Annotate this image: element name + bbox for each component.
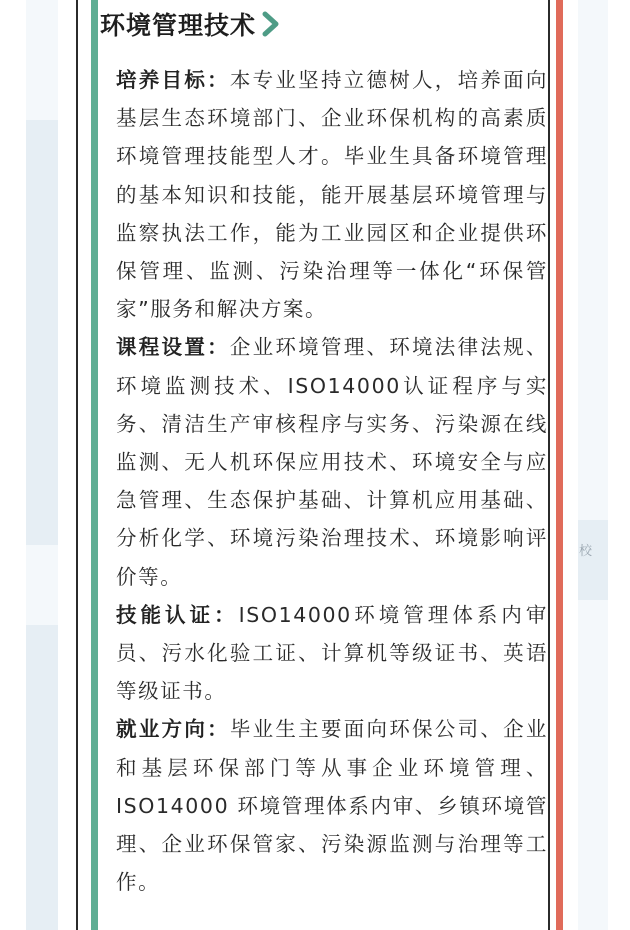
paragraph-text: 毕业生主要面向环保公司、企业和基层环保部门等从事企业环境管理、ISO14000 环境管理体系内审、乡镇环境管理、企业环保管家、污染源监测与治理等工作。 bbox=[116, 717, 548, 895]
paragraph-text: ISO14000环境管理体系内审员、污水化验工证、计算机等级证书、英语等级证书。 bbox=[116, 602, 548, 704]
paragraph-label: 就业方向： bbox=[116, 717, 230, 742]
left-side-strip bbox=[26, 0, 58, 930]
paragraph-label: 课程设置： bbox=[116, 335, 230, 360]
paragraph-employment bbox=[116, 710, 548, 901]
right-side-strip bbox=[578, 0, 608, 930]
right-strip-patch bbox=[578, 0, 608, 520]
right-border-dark bbox=[548, 0, 550, 930]
section-heading[interactable] bbox=[100, 6, 282, 42]
paragraph-label: 技能认证： bbox=[116, 602, 239, 627]
paragraph-training-goal bbox=[116, 61, 548, 328]
paragraph-certification bbox=[116, 596, 548, 711]
left-border-accent bbox=[91, 0, 98, 930]
left-strip-patch bbox=[26, 545, 58, 625]
paragraph-courses bbox=[116, 328, 548, 595]
right-border-accent bbox=[556, 0, 563, 930]
chevron-right-icon bbox=[260, 11, 282, 37]
paragraph-text: 企业环境管理、环境法律法规、环境监测技术、ISO14000认证程序与实务、清洁生产审核程序与实务、污染源在线监测、无人机环保应用技术、环境安全与应急管理、生态保护基础、计算机应用基础、分析化学、环境污染治理技术、环境影响评价等。 bbox=[116, 335, 548, 589]
left-strip-patch bbox=[26, 0, 58, 120]
paragraph-text: 本专业坚持立德树人，培养面向基层生态环境部门、企业环保机构的高素质环境管理技能型人才。毕业生具备环境管理的基本知识和技能，能开展基层环境管理与监察执法工作，能为工业园区和企业提供环保管理、监测、污染治理等一体化“环保管家”服务和解决方案。 bbox=[116, 68, 548, 322]
paragraph-label: 培养目标： bbox=[116, 68, 230, 92]
section-content bbox=[116, 61, 548, 901]
left-border-dark bbox=[76, 0, 78, 930]
right-strip-patch bbox=[578, 600, 608, 930]
side-edge-char: 校 bbox=[579, 544, 593, 559]
section-title: 环境管理技术 bbox=[100, 11, 257, 40]
